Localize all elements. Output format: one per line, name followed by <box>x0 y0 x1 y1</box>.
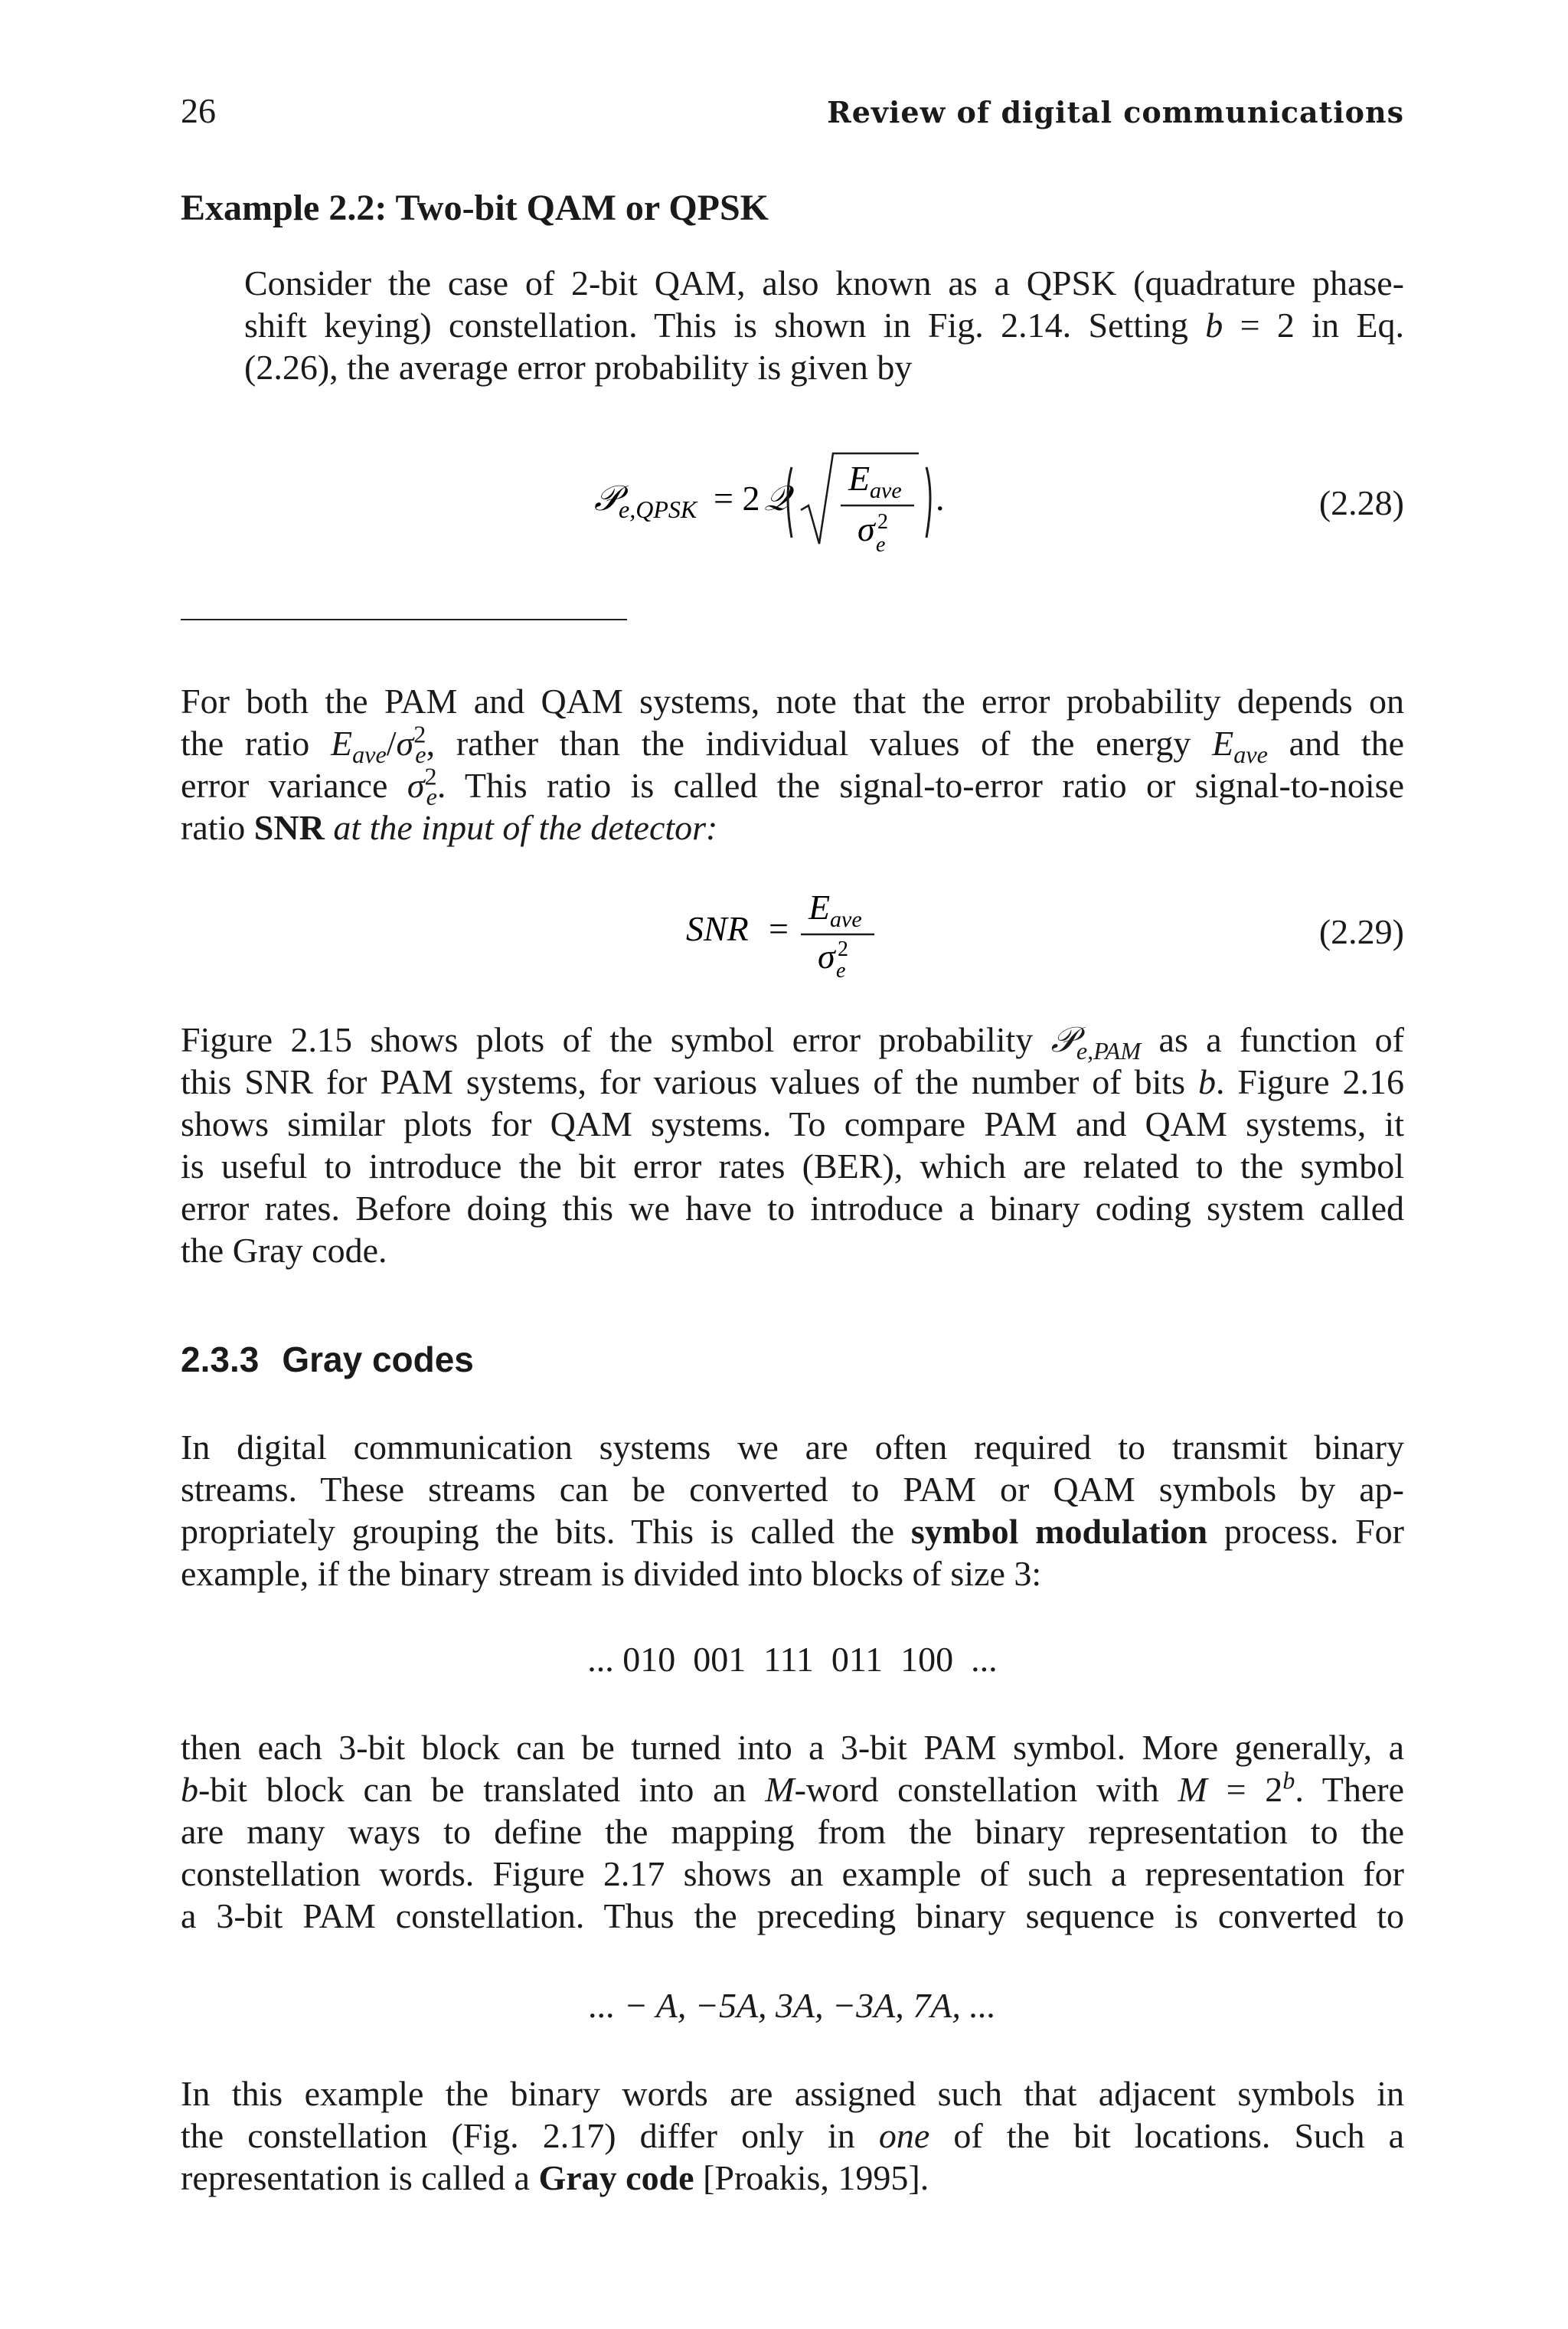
section-title: Gray codes <box>282 1340 474 1379</box>
equation-2-29 <box>181 881 1404 980</box>
svg-text:ave: ave <box>870 478 902 503</box>
example-line-3: (2.26), the average error probability is given by <box>244 348 913 387</box>
mapping-line-3: are many ways to define the mapping from the binary representation to the <box>181 1812 1404 1851</box>
example-line-1: Consider the case of 2-bit QAM, also known as a QPSK (quadrature phase- <box>244 263 1404 303</box>
section-number: 2.3.3 <box>181 1340 260 1379</box>
mapping-line-2: b-bit block can be translated into an M-word constellation with $M = 2^b$. There <box>181 1766 1404 1809</box>
page <box>181 0 1404 2329</box>
svg-text:e: e <box>836 959 846 980</box>
svg-text:e: e <box>876 533 886 557</box>
snr-line-2: the ratio $E_{ave}/\sigma^2_e$, rather than the individual values of the energy $E_{ave}$ and the <box>181 720 1404 769</box>
figures-line-6: the Gray code. <box>181 1231 387 1270</box>
mapping-paragraph <box>181 1726 1404 1937</box>
svg-text:E: E <box>808 888 831 927</box>
equation-2-28 <box>181 437 1404 559</box>
gray-intro-line-3: propriately grouping the bits. This is called the symbol modulation process. For <box>181 1512 1404 1551</box>
gray-intro-paragraph <box>181 1426 1404 1595</box>
running-head-title: Review of digital communications <box>827 95 1404 129</box>
example-paragraph <box>244 262 1404 388</box>
section-heading <box>181 1339 474 1380</box>
gray-code-line-3: representation is called a Gray code [Proakis, 1995]. <box>181 2158 929 2197</box>
svg-text:σ: σ <box>858 509 875 548</box>
gray-intro-line-4: example, if the binary stream is divided into blocks of size 3: <box>181 1554 1042 1593</box>
gray-code-line-1: In this example the binary words are assigned such that adjacent symbols in <box>181 2074 1404 2113</box>
svg-text:=: = <box>769 909 789 948</box>
svg-text:ave: ave <box>830 907 862 932</box>
svg-text:SNR: SNR <box>686 909 749 948</box>
equation-2-28-body <box>594 437 1084 559</box>
figures-line-2: this SNR for PAM systems, for various values of the number of bits b. Figure 2.16 <box>181 1062 1404 1101</box>
page-number: 26 <box>181 91 216 130</box>
figures-paragraph <box>181 1019 1404 1271</box>
mapping-line-5: a 3-bit PAM constellation. Thus the preceding binary sequence is converted to <box>181 1896 1404 1935</box>
svg-text:= 2: = 2 <box>714 479 760 518</box>
equation-2-29-svg <box>686 881 931 980</box>
snr-line-3: error variance $\sigma^2_e$. This ratio is called the signal-to-error ratio or signal-to-noise <box>181 762 1404 811</box>
gray-code-paragraph <box>181 2072 1404 2199</box>
gray-intro-line-2: streams. These streams can be converted to PAM or QAM symbols by ap- <box>181 1470 1404 1509</box>
mapping-line-4: constellation words. Figure 2.17 shows an example of such a representation for <box>181 1854 1404 1893</box>
example-line-2: shift keying) constellation. This is shown in Fig. 2.14. Setting b = 2 in Eq. <box>244 306 1404 345</box>
snr-line-4: ratio SNR at the input of the detector: <box>181 808 718 847</box>
example-title: Example 2.2: Two-bit QAM or QPSK <box>181 188 769 228</box>
svg-text:𝒬: 𝒬 <box>764 479 790 518</box>
gray-code-line-2: the constellation (Fig. 2.17) differ only in one of the bit locations. Such a <box>181 2116 1404 2155</box>
svg-text:e,QPSK: e,QPSK <box>619 496 697 523</box>
svg-text:E: E <box>848 459 871 498</box>
equation-2-29-body <box>686 881 931 989</box>
figures-line-5: error rates. Before doing this we have to introduce a binary coding system called <box>181 1189 1404 1228</box>
running-header <box>181 90 1404 136</box>
binary-stream: ... 010 001 111 011 100 ... <box>587 1640 998 1679</box>
svg-text:σ: σ <box>818 937 835 976</box>
symbol-sequence: ... − A, −5A, 3A, −3A, 7A, ... <box>589 1986 996 2025</box>
equation-number-2-28: (2.28) <box>1318 483 1404 522</box>
svg-text:2: 2 <box>877 510 888 534</box>
svg-text:2: 2 <box>838 937 848 961</box>
snr-line-1: For both the PAM and QAM systems, note that the error probability depends on <box>181 682 1404 721</box>
svg-text:𝒫: 𝒫 <box>594 479 620 518</box>
equation-2-28-svg <box>594 437 1084 559</box>
mapping-line-1: then each 3-bit block can be turned into a 3-bit PAM symbol. More generally, a <box>181 1728 1404 1767</box>
example-end-rule <box>181 619 627 620</box>
figures-line-3: shows similar plots for QAM systems. To compare PAM and QAM systems, it <box>181 1104 1404 1143</box>
svg-text:.: . <box>936 479 945 518</box>
figures-line-4: is useful to introduce the bit error rates (BER), which are related to the symbol <box>181 1147 1404 1186</box>
snr-paragraph <box>181 680 1404 849</box>
equation-number-2-29: (2.29) <box>1318 912 1404 951</box>
figures-line-1: Figure 2.15 shows plots of the symbol error probability 𝒫$_{e,PAM}$ as a function of <box>181 1020 1404 1065</box>
gray-intro-line-1: In digital communication systems we are often required to transmit binary <box>181 1428 1404 1467</box>
